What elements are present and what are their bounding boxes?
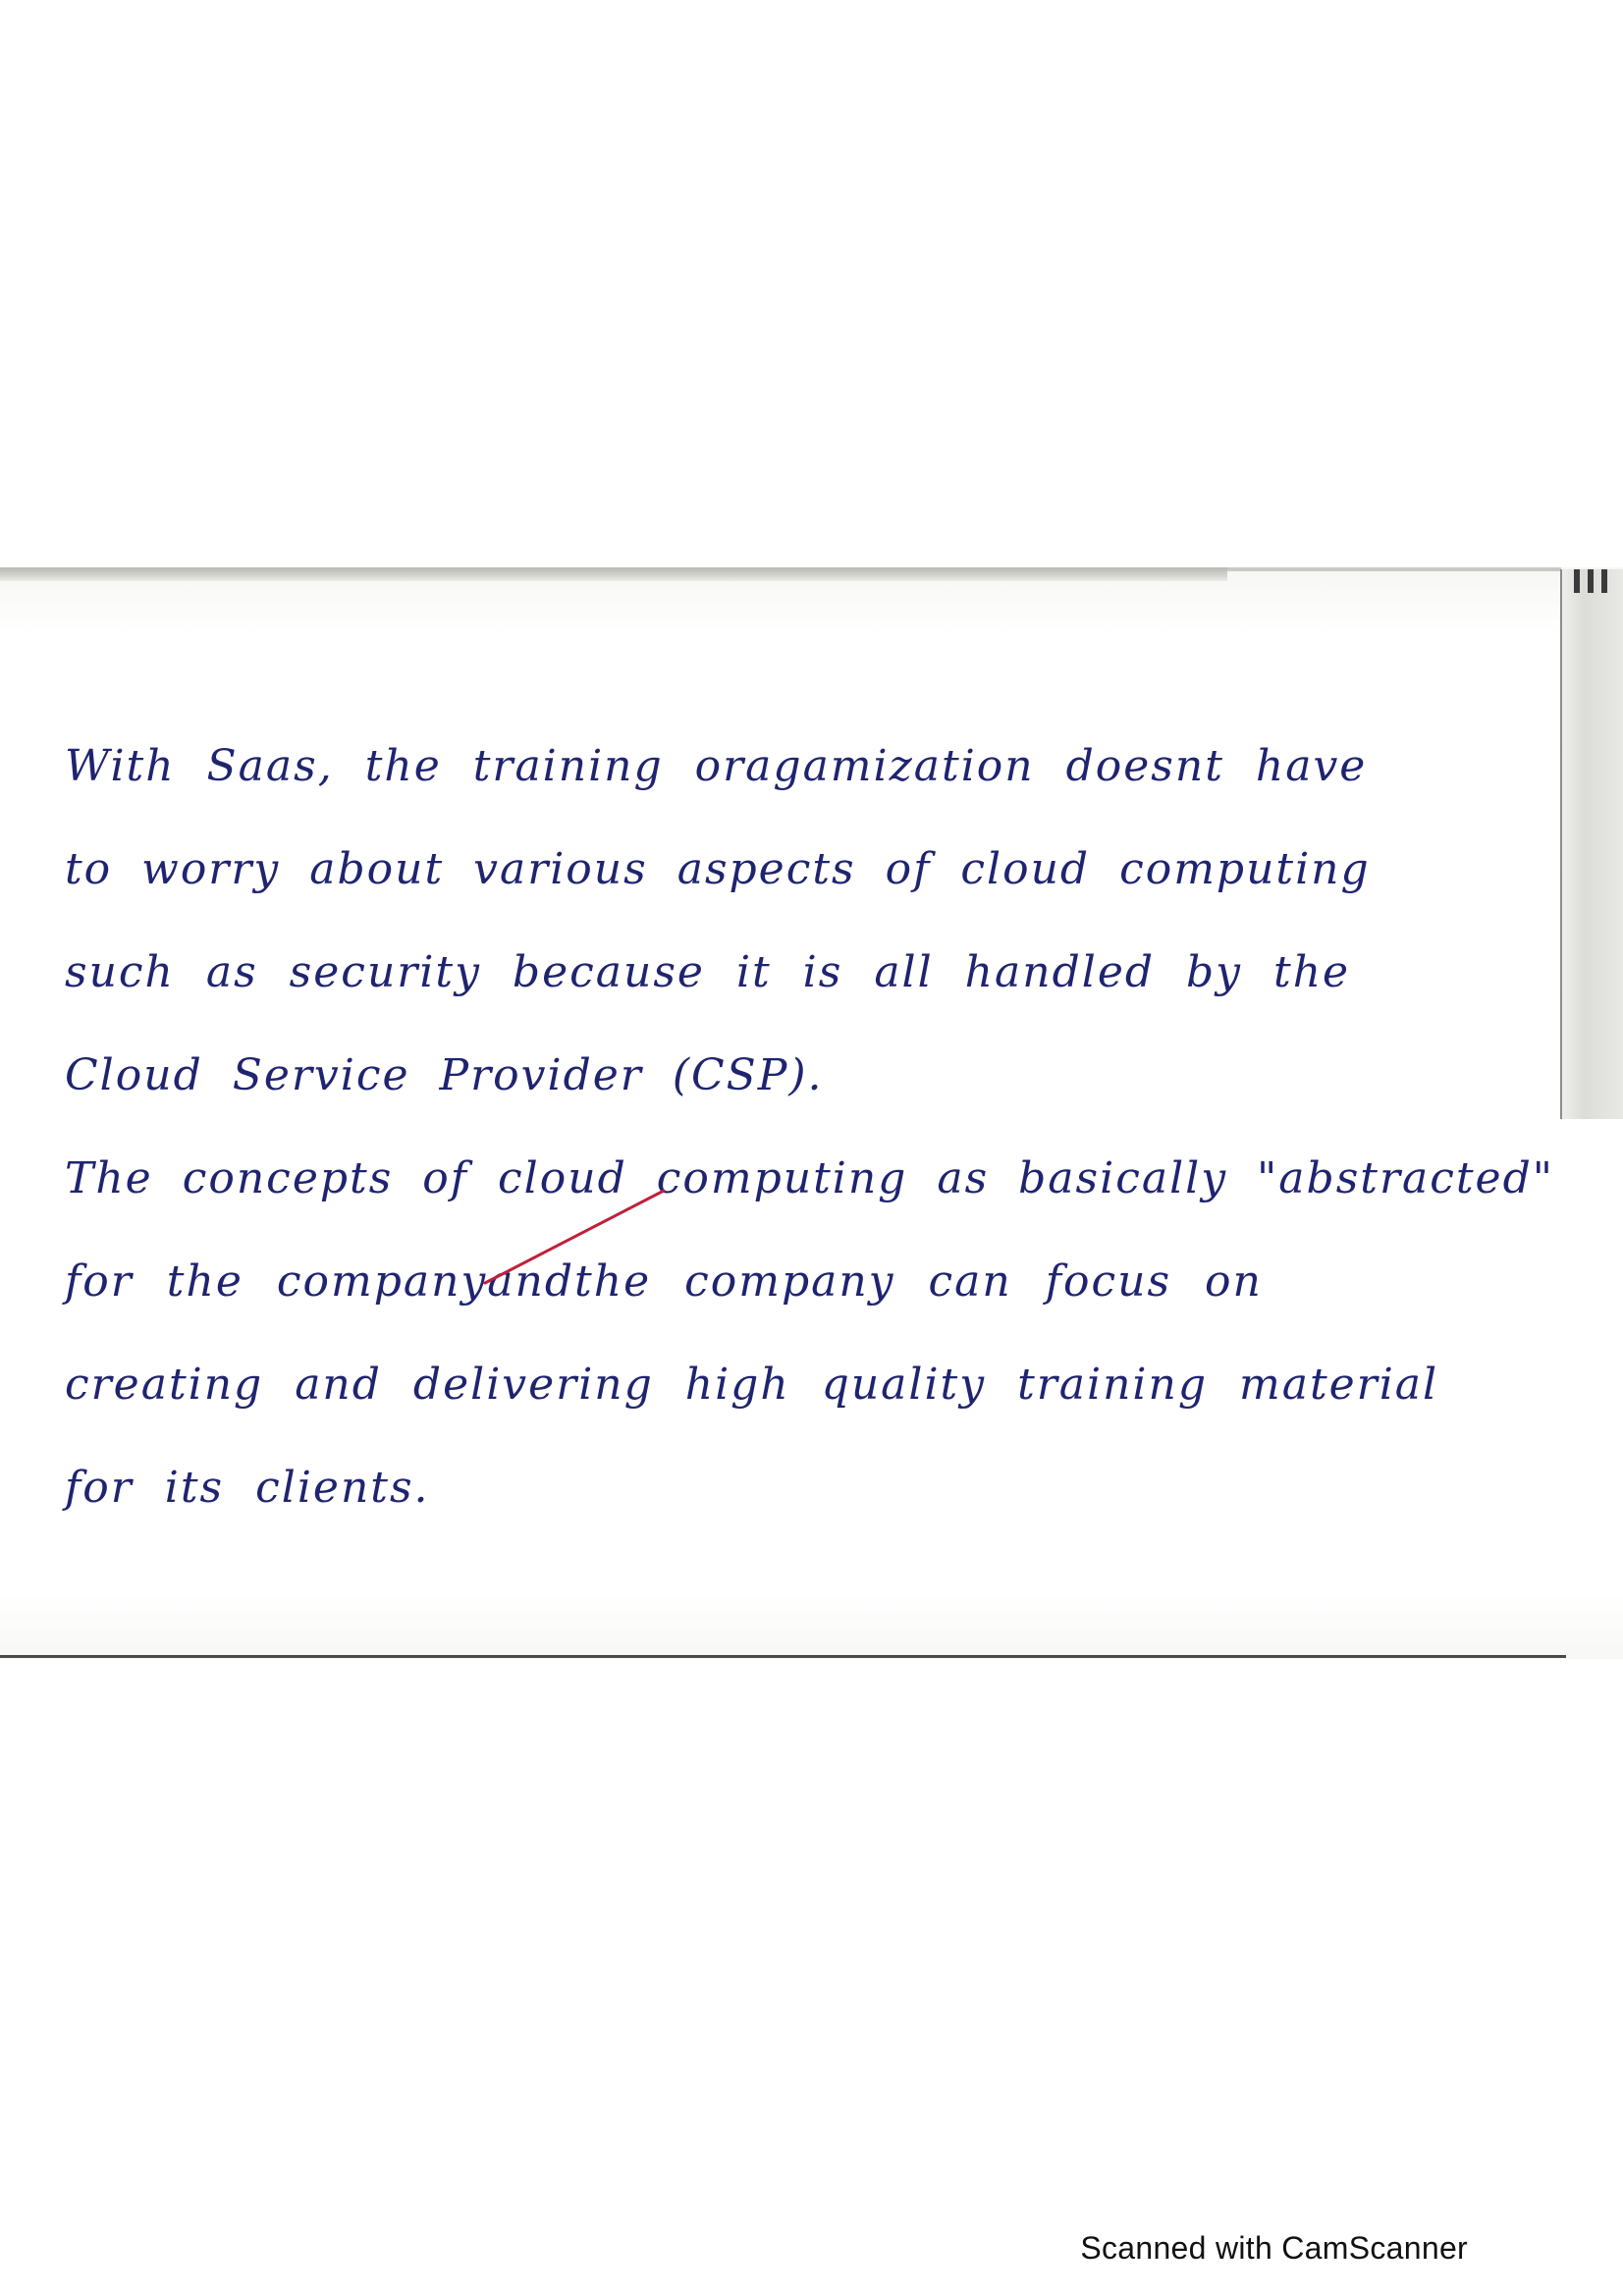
struck-word-text: and	[487, 1256, 575, 1307]
note-line-2: to worry about various aspects of cloud computing	[65, 844, 1371, 894]
note-line-6-end: the company can focus on	[574, 1256, 1263, 1307]
struck-word	[487, 1230, 574, 1333]
handwritten-paragraph	[65, 715, 1554, 1539]
strikethrough-mark	[481, 1185, 668, 1287]
card-bottom-edge	[0, 1655, 1566, 1658]
note-line-4: Cloud Service Provider (CSP).	[65, 1050, 824, 1100]
note-card	[0, 567, 1623, 1659]
note-line-8: for its clients.	[65, 1463, 430, 1513]
card-right-fold	[1560, 569, 1623, 1119]
strike-stroke	[485, 1191, 664, 1283]
card-top-edge-right	[1227, 567, 1561, 571]
note-line-3: such as security because it is all handled by the	[65, 947, 1351, 997]
note-line-6-start: for the company	[65, 1256, 488, 1307]
note-line-6	[65, 1230, 1518, 1333]
note-line-7: creating and delivering high quality training material	[65, 1360, 1439, 1410]
note-line-5: The concepts of cloud computing as basically "abstracted"	[65, 1153, 1554, 1203]
card-top-edge	[0, 567, 1227, 581]
note-line-1: With Saas, the training oragamization doesnt have	[65, 741, 1368, 791]
scanner-watermark: Scanned with CamScanner	[1080, 2230, 1468, 2266]
